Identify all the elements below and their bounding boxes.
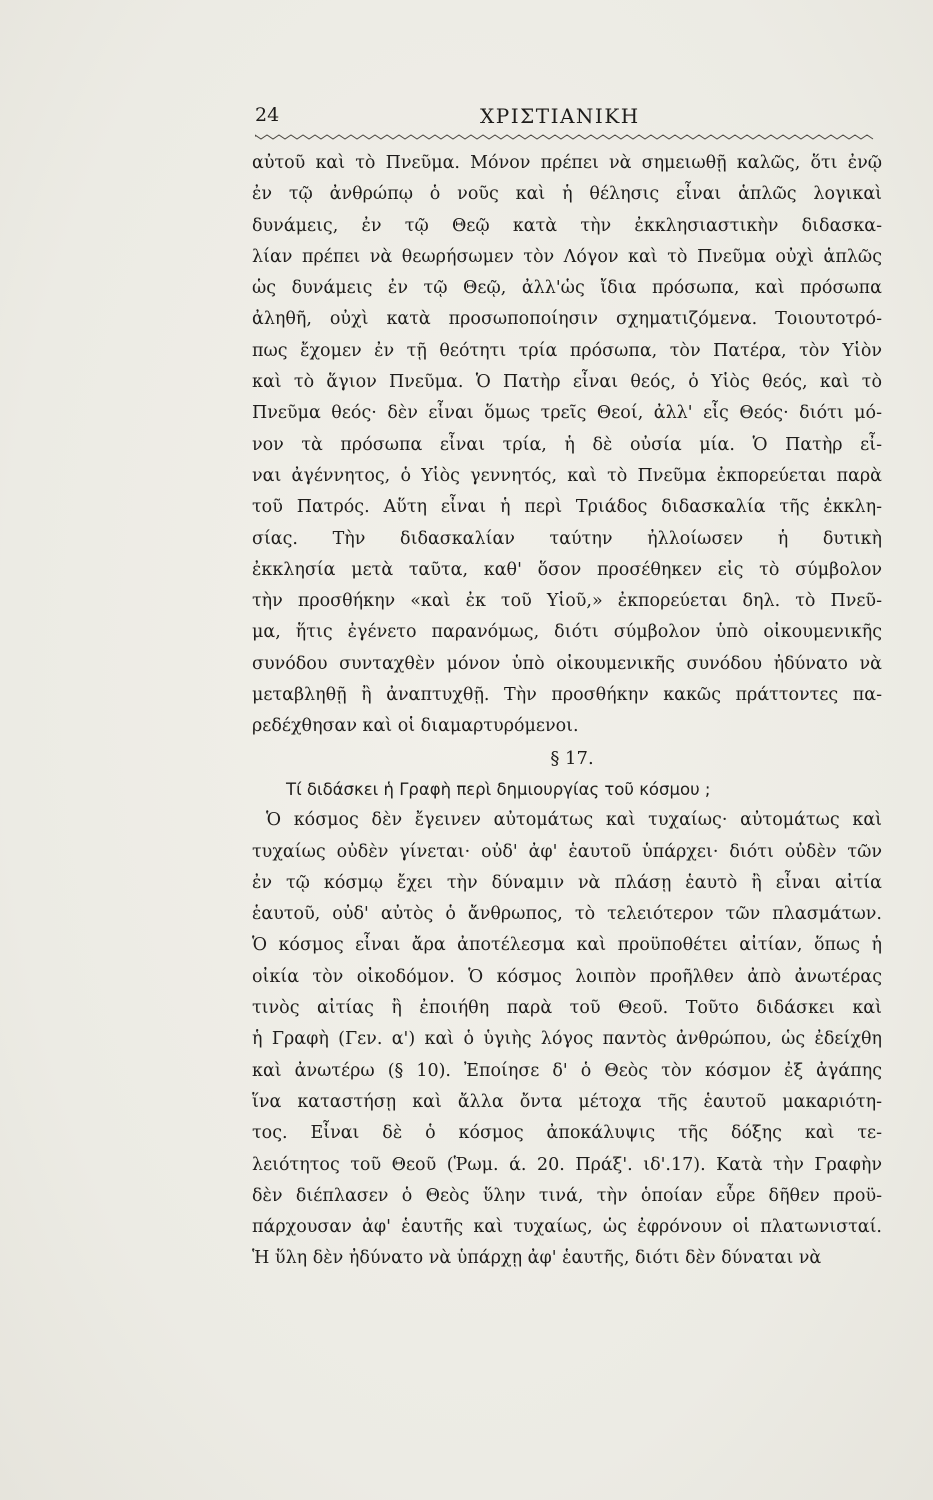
text-line: σίας. Τὴν διδασκαλίαν ταύτην ἠλλοίωσεν ἡ δυτικὴ	[252, 528, 882, 549]
text-line: οἰκία τὸν οἰκοδόμον. Ὁ κόσμος λοιπὸν προῆλθεν ἀπὸ ἀνωτέρας	[252, 966, 882, 987]
text-line: δυνάμεις, ἐν τῷ Θεῷ κατὰ τὴν ἐκκλησιαστικὴν διδασκα-	[252, 215, 882, 236]
text-line: ἑαυτοῦ, οὐδ' αὐτὸς ὁ ἄνθρωπος, τὸ τελειότερον τῶν πλασμάτων.	[252, 904, 882, 925]
text-line: τοῦ Πατρός. Αὕτη εἶναι ἡ περὶ Τριάδος διδασκαλία τῆς ἐκκλη-	[252, 497, 882, 518]
text-line: ρεδέχθησαν καὶ οἱ διαμαρτυρόμενοι.	[252, 716, 579, 737]
text-line: Ὁ κόσμος δὲν ἔγεινεν αὐτομάτως καὶ τυχαίως· αὐτομάτως καὶ	[266, 810, 882, 831]
text-line: ὡς δυνάμεις ἐν τῷ Θεῷ, ἀλλ'ὡς ἴδια πρόσωπα, καὶ πρόσωπα	[252, 278, 882, 299]
text-line: καὶ ἀνωτέρω (§ 10). Ἐποίησε δ' ὁ Θεὸς τὸν κόσμον ἐξ ἀγάπης	[252, 1060, 882, 1081]
text-line: νον τὰ πρόσωπα εἶναι τρία, ἡ δὲ οὐσία μία. Ὁ Πατὴρ εἶ-	[252, 434, 882, 455]
text-line: τὴν προσθήκην «καὶ ἐκ τοῦ Υἱοῦ,» ἐκπορεύεται δηλ. τὸ Πνεῦ-	[252, 591, 882, 612]
section-heading: § 17.	[550, 747, 594, 769]
text-line: μεταβληθῇ ἢ ἀναπτυχθῇ. Τὴν προσθήκην κακῶς πράττοντες πα-	[252, 685, 882, 706]
page-number: 24	[255, 104, 280, 126]
text-line: Ἡ ὕλη δὲν ἠδύνατο νὰ ὑπάρχῃ ἀφ' ἑαυτῆς, διότι δὲν δύναται νὰ	[252, 1248, 822, 1269]
text-line: τινὸς αἰτίας ἢ ἐποιήθη παρὰ τοῦ Θεοῦ. Τοῦτο διδάσκει καὶ	[252, 998, 882, 1019]
text-line: καὶ τὸ ἅγιον Πνεῦμα. Ὁ Πατὴρ εἶναι θεός, ὁ Υἱὸς θεός, καὶ τὸ	[252, 372, 882, 393]
paragraph-trinity	[252, 148, 882, 743]
text-line: αὐτοῦ καὶ τὸ Πνεῦμα. Μόνον πρέπει νὰ σημειωθῇ καλῶς, ὅτι ἐνῷ	[252, 153, 882, 173]
text-line: τος. Εἶναι δὲ ὁ κόσμος ἀποκάλυψις τῆς δόξης καὶ τε-	[252, 1123, 882, 1144]
text-line: δὲν διέπλασεν ὁ Θεὸς ὕλην τινά, τὴν ὁποίαν εὗρε δῆθεν προϋ-	[252, 1185, 882, 1206]
text-line: ἐν τῷ κόσμῳ ἔχει τὴν δύναμιν νὰ πλάσῃ ἑαυτὸ ἢ εἶναι αἰτία	[252, 872, 882, 893]
text-line: λίαν πρέπει νὰ θεωρήσωμεν τὸν Λόγον καὶ τὸ Πνεῦμα οὐχὶ ἁπλῶς	[252, 246, 882, 267]
text-line: τυχαίως οὐδὲν γίνεται· οὐδ' ἀφ' ἑαυτοῦ ὑπάρχει· διότι οὐδὲν τῶν	[252, 841, 882, 862]
text-line: ἡ Γραφὴ (Γεν. α') καὶ ὁ ὑγιὴς λόγος παντὸς ἀνθρώπου, ὡς ἐδείχθη	[252, 1029, 882, 1050]
page-header	[0, 104, 933, 144]
text-line: ναι ἀγέννητος, ὁ Υἱὸς γεννητός, καὶ τὸ Πνεῦμα ἐκπορεύεται παρὰ	[252, 465, 882, 486]
section-question: Τί διδάσκει ἡ Γραφὴ περὶ δημιουργίας τοῦ κόσμου ;	[286, 779, 711, 799]
text-line: πάρχουσαν ἀφ' ἑαυτῆς καὶ τυχαίως, ὡς ἐφρόνουν οἱ πλατωνισταί.	[252, 1217, 882, 1238]
body-text	[252, 148, 882, 1275]
text-line: πως ἔχομεν ἐν τῇ θεότητι τρία πρόσωπα, τὸν Πατέρα, τὸν Υἱὸν	[252, 340, 882, 361]
text-line: ἀληθῆ, οὐχὶ κατὰ προσωποποίησιν σχηματιζόμενα. Τοιουτοτρό-	[252, 309, 882, 330]
text-line: Πνεῦμα θεός· δὲν εἶναι ὅμως τρεῖς Θεοί, ἀλλ' εἷς Θεός· διότι μό-	[252, 403, 882, 424]
paragraph-creation	[252, 805, 882, 1274]
text-line: μα, ἥτις ἐγένετο παρανόμως, διότι σύμβολον ὑπὸ οἰκουμενικῆς	[252, 622, 882, 643]
text-line: ἐκκλησία μετὰ ταῦτα, καθ' ὅσον προσέθηκεν εἰς τὸ σύμβολον	[252, 559, 882, 580]
text-line: ἐν τῷ ἀνθρώπῳ ὁ νοῦς καὶ ἡ θέλησις εἶναι ἁπλῶς λογικαὶ	[252, 184, 882, 205]
text-line: Ὁ κόσμος εἶναι ἄρα ἀποτέλεσμα καὶ προϋποθέτει αἰτίαν, ὅπως ἡ	[252, 935, 882, 956]
decorative-wavy-rule	[255, 134, 875, 140]
text-line: συνόδου συνταχθὲν μόνον ὑπὸ οἰκουμενικῆς συνόδου ἠδύνατο νὰ	[252, 653, 882, 674]
text-line: ἵνα καταστήσῃ καὶ ἄλλα ὄντα μέτοχα τῆς ἑαυτοῦ μακαριότη-	[252, 1091, 882, 1112]
text-line: λειότητος τοῦ Θεοῦ (Ῥωμ. ά. 20. Πράξ'. ιδ'.17). Κατὰ τὴν Γραφὴν	[252, 1154, 882, 1175]
running-title: ΧΡΙΣΤΙΑΝΙΚΗ	[480, 104, 640, 128]
